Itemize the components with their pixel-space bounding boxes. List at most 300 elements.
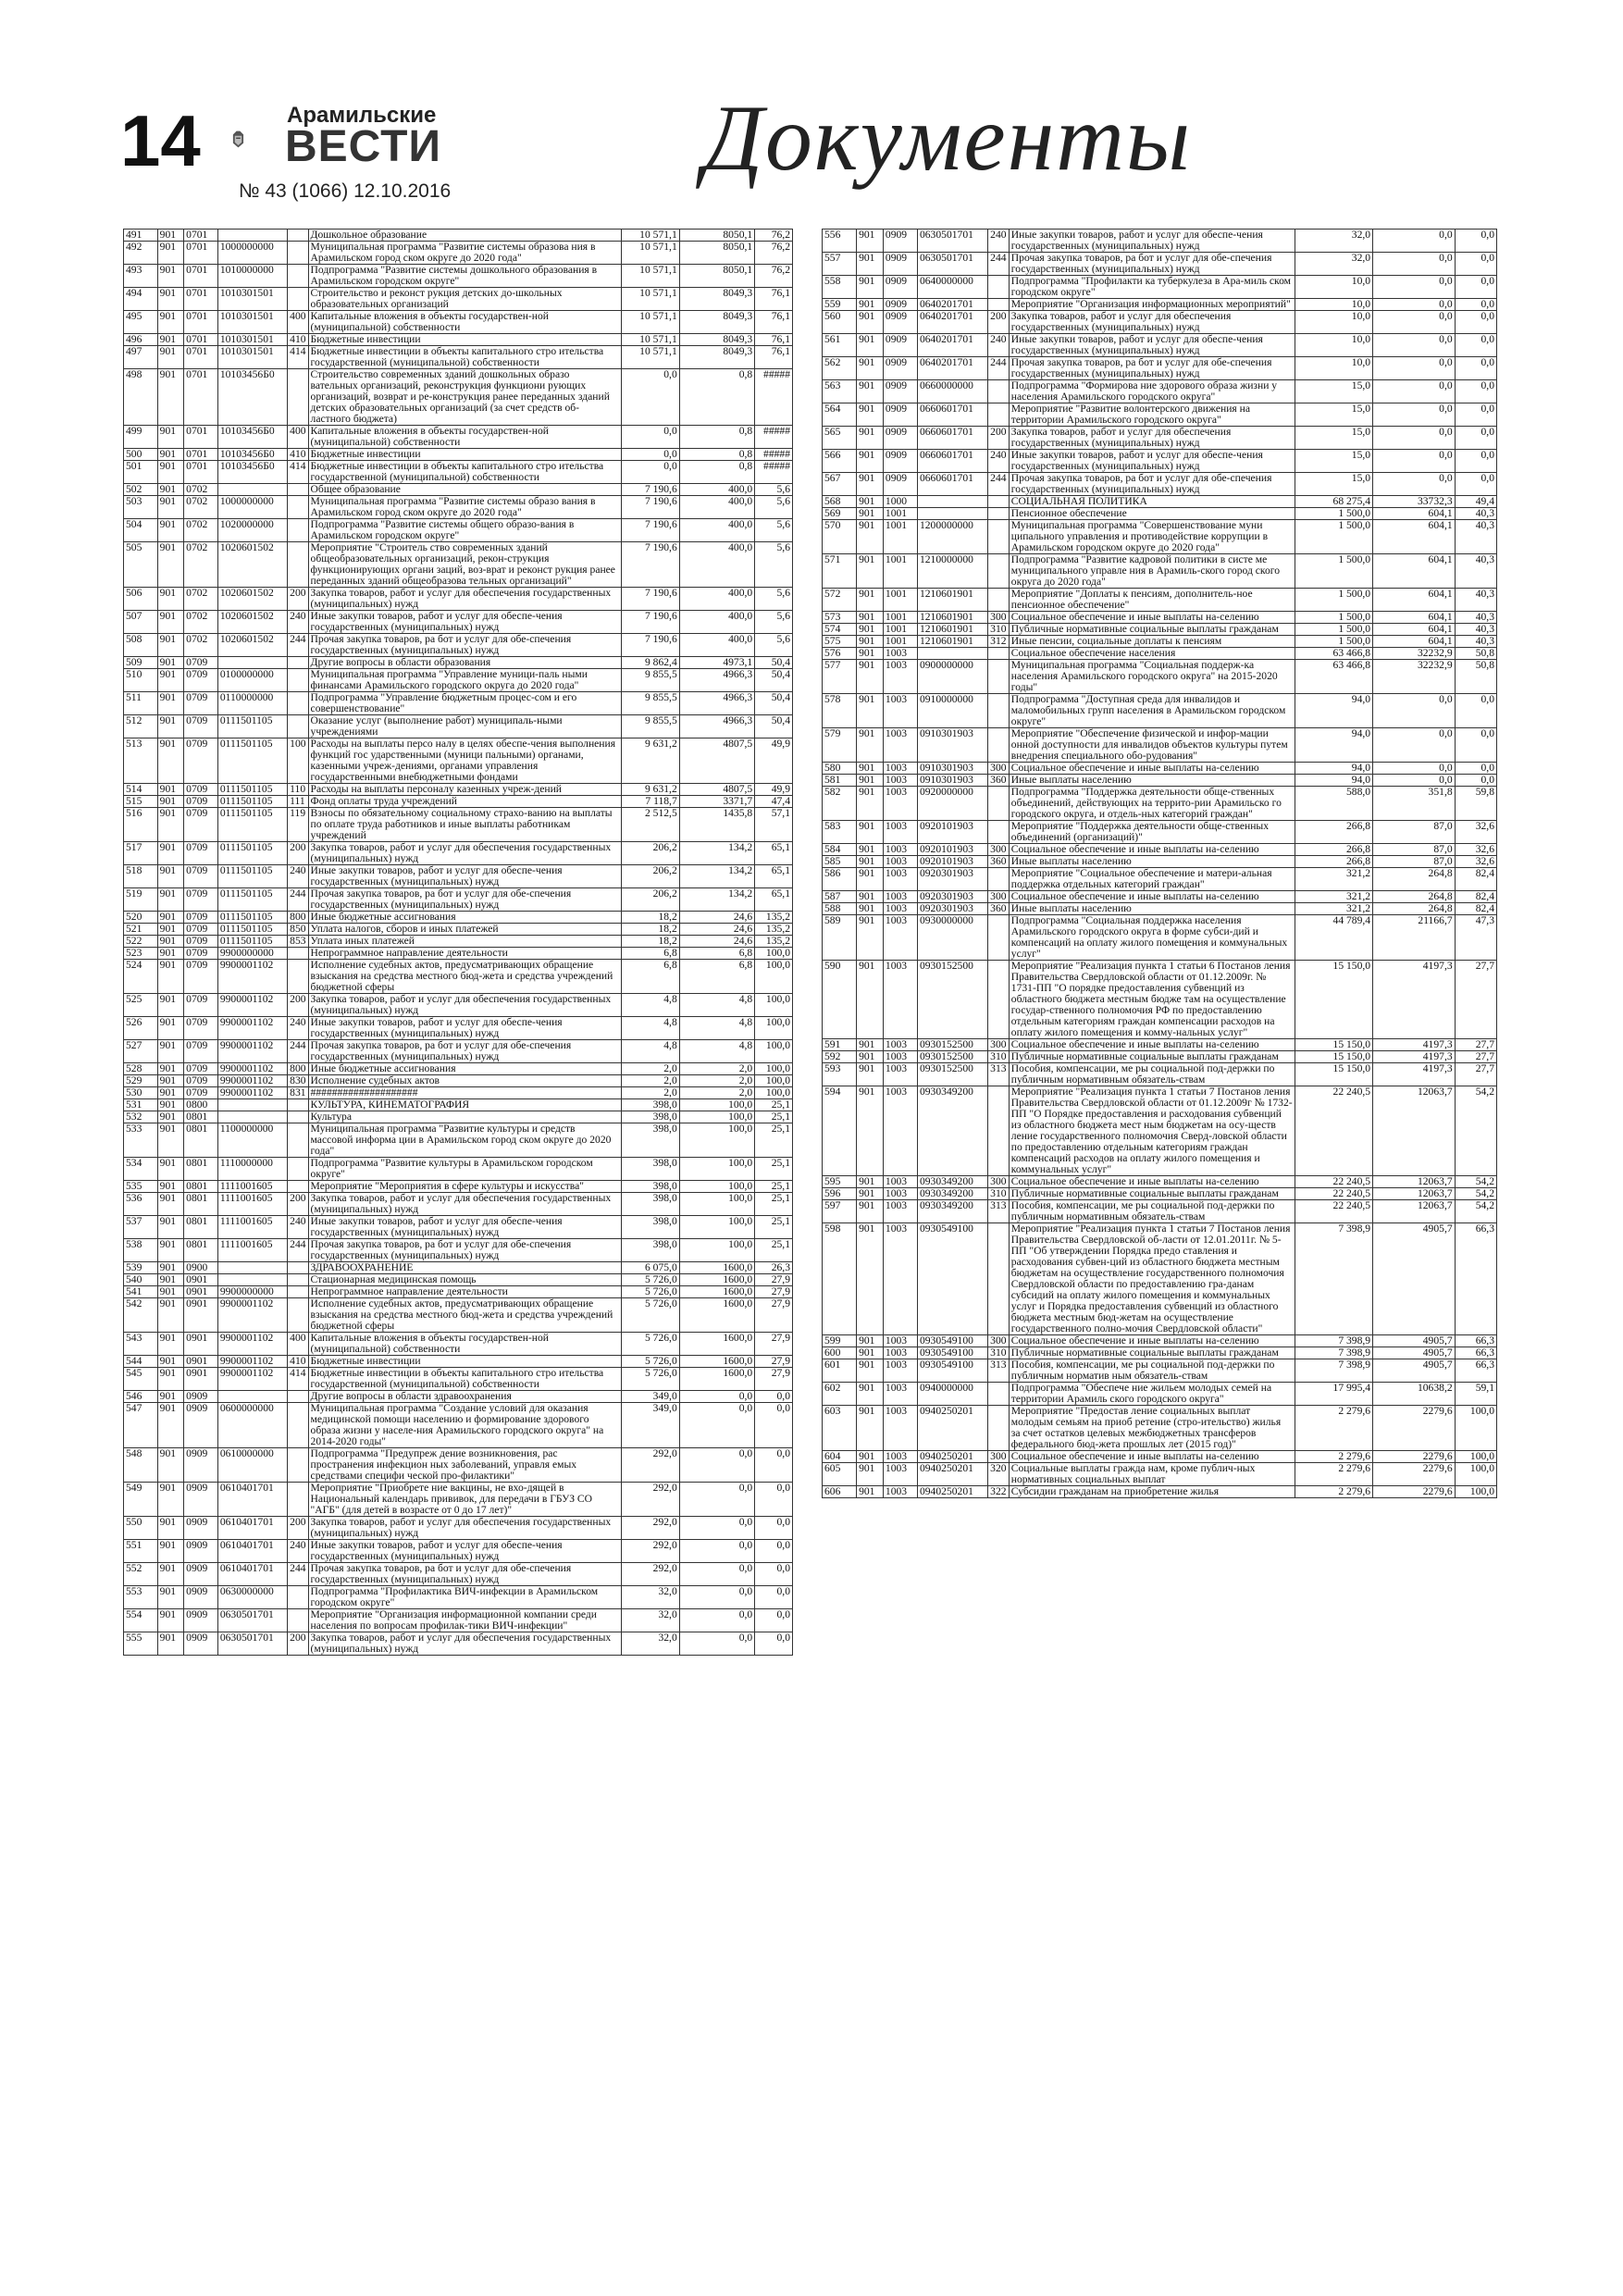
target-code: 1110000000 [217, 1158, 287, 1181]
plan-amount: 18,2 [621, 912, 679, 924]
actual-amount: 8049,3 [679, 311, 754, 334]
row-number: 590 [823, 961, 857, 1039]
row-number: 520 [124, 912, 158, 924]
row-number: 577 [823, 660, 857, 694]
percent: 0,0 [1455, 253, 1496, 276]
actual-amount: 400,0 [679, 542, 754, 588]
actual-amount: 0,0 [1373, 253, 1456, 276]
plan-amount: 22 240,5 [1295, 1200, 1372, 1223]
admin-code: 901 [157, 484, 184, 496]
percent: 0,0 [1455, 299, 1496, 311]
item-name: Социальные выплаты гражда нам, кроме публич-ных нормативных социальных выплат [1009, 1463, 1295, 1486]
table-row [823, 1451, 1497, 1463]
percent: 0,0 [1455, 694, 1496, 728]
admin-code: 901 [157, 669, 184, 692]
section-code: 0709 [184, 715, 218, 738]
row-number: 555 [124, 1632, 158, 1656]
item-name: Другие вопросы в области образования [308, 657, 621, 669]
section-code: 1003 [883, 1051, 917, 1063]
admin-code: 901 [857, 1176, 884, 1188]
row-number: 556 [823, 230, 857, 253]
row-number: 494 [124, 288, 158, 311]
item-name: Бюджетные инвестиции [308, 334, 621, 346]
table-row [124, 738, 793, 784]
row-number: 500 [124, 449, 158, 461]
percent: 100,0 [755, 948, 793, 960]
item-name: Иные бюджетные ассигнования [308, 1063, 621, 1075]
actual-amount: 2,0 [679, 1087, 754, 1099]
table-row [823, 903, 1497, 915]
admin-code: 901 [857, 1051, 884, 1063]
table-row [823, 1406, 1497, 1451]
target-code: 0920101903 [917, 856, 987, 868]
expense-type: 200 [288, 1193, 308, 1216]
table-row [823, 624, 1497, 636]
item-name: Иные закупки товаров, работ и услуг для обеспе-чения государственных (муниципальных) нужд [308, 611, 621, 634]
plan-amount: 10 571,1 [621, 346, 679, 369]
table-row [124, 426, 793, 449]
section-code: 0909 [184, 1403, 218, 1448]
percent: 49,9 [755, 738, 793, 784]
section-code: 1001 [883, 520, 917, 554]
percent: 49,9 [755, 784, 793, 796]
plan-amount: 9 631,2 [621, 738, 679, 784]
plan-amount: 7 190,6 [621, 542, 679, 588]
plan-amount: 63 466,8 [1295, 648, 1372, 660]
actual-amount: 0,0 [1373, 357, 1456, 380]
actual-amount: 0,0 [679, 1517, 754, 1540]
expense-type: 300 [988, 1335, 1010, 1347]
table-row [124, 334, 793, 346]
item-name: Муниципальная программа "Управление муници-паль ными финансами Арамильского городского округа до 2020 года" [308, 669, 621, 692]
actual-amount: 0,0 [1373, 775, 1456, 787]
target-code: 0111501105 [217, 808, 287, 842]
expense-type [288, 265, 308, 288]
section-code: 0709 [184, 936, 218, 948]
actual-amount: 134,2 [679, 865, 754, 888]
percent: 32,6 [1455, 844, 1496, 856]
plan-amount: 9 855,5 [621, 692, 679, 715]
target-code [217, 1111, 287, 1123]
item-name: Прочая закупка товаров, ра бот и услуг для обе-спечения государственных (муниципальных) нужд [1009, 473, 1295, 496]
plan-amount: 17 995,4 [1295, 1383, 1372, 1406]
section-code: 0709 [184, 738, 218, 784]
section-code: 1003 [883, 1451, 917, 1463]
target-code: 1111001605 [217, 1181, 287, 1193]
row-number: 561 [823, 334, 857, 357]
percent: ##### [755, 461, 793, 484]
section-code: 1003 [883, 1223, 917, 1335]
admin-code: 901 [857, 230, 884, 253]
section-code: 1003 [883, 1086, 917, 1176]
target-code: 0930549100 [917, 1359, 987, 1383]
section-code: 0901 [184, 1368, 218, 1391]
row-number: 530 [124, 1087, 158, 1099]
expense-type: 410 [288, 1356, 308, 1368]
expense-type: 322 [988, 1486, 1010, 1498]
percent: 100,0 [755, 994, 793, 1017]
admin-code: 901 [157, 738, 184, 784]
admin-code: 901 [157, 1403, 184, 1448]
percent: 100,0 [755, 1040, 793, 1063]
plan-amount: 1 500,0 [1295, 624, 1372, 636]
actual-amount: 6,8 [679, 948, 754, 960]
expense-type: 200 [988, 427, 1010, 450]
admin-code: 901 [157, 1609, 184, 1632]
target-code: 1111001605 [217, 1216, 287, 1239]
item-name: Мероприятие "Реализация пункта 1 статьи 7 Постанов ления Правительства Свердловской области от 01.12.2009г № 1732-ПП "О Порядке предоставления и расходования субвенций из областного бюджета мест ным бюджетам на осу-ществ ление государственного полномочия Сверд-ловской области по предоставлению отдельным категориям граждан компенсаций расходов на оплату жилого помещения и коммунальных услуг" [1009, 1086, 1295, 1176]
target-code: 0600000000 [217, 1403, 287, 1448]
table-row [124, 311, 793, 334]
actual-amount: 0,0 [1373, 380, 1456, 403]
table-row [823, 334, 1497, 357]
percent: 100,0 [1455, 1486, 1496, 1498]
item-name: Подпрограмма "Профилактика ВИЧ-инфекции в Арамильском городском округе" [308, 1586, 621, 1609]
expense-type [288, 242, 308, 265]
target-code: 1010301501 [217, 311, 287, 334]
admin-code: 901 [157, 542, 184, 588]
expense-type [988, 868, 1010, 891]
percent: 65,1 [755, 865, 793, 888]
section-code: 1003 [883, 763, 917, 775]
expense-type: 244 [288, 1040, 308, 1063]
row-number: 587 [823, 891, 857, 903]
row-number: 601 [823, 1359, 857, 1383]
percent: 25,1 [755, 1239, 793, 1262]
item-name: Муниципальная программа "Совершенствование муни ципального управления и противодействие коррупции в Арамильском городском округе до 2020 года" [1009, 520, 1295, 554]
target-code: 0111501105 [217, 784, 287, 796]
target-code: 0940250201 [917, 1463, 987, 1486]
section-code: 0709 [184, 1075, 218, 1087]
plan-amount: 10 571,1 [621, 242, 679, 265]
expense-type [988, 299, 1010, 311]
admin-code: 901 [857, 612, 884, 624]
expense-type: 360 [988, 856, 1010, 868]
target-code: 0920301903 [917, 891, 987, 903]
row-number: 546 [124, 1391, 158, 1403]
percent: 100,0 [755, 1087, 793, 1099]
percent: 50,4 [755, 669, 793, 692]
row-number: 522 [124, 936, 158, 948]
row-number: 541 [124, 1286, 158, 1298]
item-name: Публичные нормативные социальные выплаты гражданам [1009, 1051, 1295, 1063]
percent: 0,0 [1455, 403, 1496, 427]
admin-code: 901 [157, 1099, 184, 1111]
admin-code: 901 [857, 403, 884, 427]
target-code: 0110000000 [217, 692, 287, 715]
table-row [124, 1017, 793, 1040]
section-code: 0909 [883, 311, 917, 334]
admin-code: 901 [157, 1216, 184, 1239]
expense-type: 200 [288, 1632, 308, 1656]
expense-type: 119 [288, 808, 308, 842]
item-name: Прочая закупка товаров, ра бот и услуг для обе-спечения государственных (муниципальных) нужд [308, 634, 621, 657]
section-code: 0909 [883, 253, 917, 276]
actual-amount: 400,0 [679, 634, 754, 657]
percent: 0,0 [755, 1403, 793, 1448]
plan-amount: 206,2 [621, 888, 679, 912]
percent: 54,2 [1455, 1176, 1496, 1188]
row-number: 518 [124, 865, 158, 888]
section-code: 0909 [883, 427, 917, 450]
plan-amount: 349,0 [621, 1391, 679, 1403]
item-name: Социальное обеспечение и иные выплаты на-селению [1009, 844, 1295, 856]
table-row [823, 1188, 1497, 1200]
target-code: 0640000000 [917, 276, 987, 299]
plan-amount: 2,0 [621, 1075, 679, 1087]
admin-code: 901 [157, 1286, 184, 1298]
plan-amount: 7 398,9 [1295, 1347, 1372, 1359]
admin-code: 901 [157, 1075, 184, 1087]
row-number: 600 [823, 1347, 857, 1359]
actual-amount: 400,0 [679, 611, 754, 634]
item-name: Пособия, компенсации, ме ры социальной под-держки по публичным норматив ным обязатель-ствам [1009, 1359, 1295, 1383]
percent: 0,0 [1455, 311, 1496, 334]
item-name: Мероприятие "Организация информационной компании среди населения по вопросам профилак-тики ВИЧ-инфекции" [308, 1609, 621, 1632]
target-code: 1000000000 [217, 242, 287, 265]
percent: ##### [755, 449, 793, 461]
expense-type [288, 519, 308, 542]
plan-amount: 398,0 [621, 1111, 679, 1123]
percent: 25,1 [755, 1111, 793, 1123]
actual-amount: 6,8 [679, 960, 754, 994]
target-code: 0920301903 [917, 868, 987, 891]
item-name: Подпрограмма "Развитие системы общего образо-вания в Арамильском городском округе" [308, 519, 621, 542]
table-row [124, 1274, 793, 1286]
admin-code: 901 [857, 903, 884, 915]
plan-amount: 7 398,9 [1295, 1335, 1372, 1347]
percent: 0,0 [755, 1391, 793, 1403]
row-number: 544 [124, 1356, 158, 1368]
target-code: 0660000000 [917, 380, 987, 403]
table-row [823, 589, 1497, 612]
admin-code: 901 [857, 1359, 884, 1383]
table-row [823, 427, 1497, 450]
percent: 0,0 [755, 1448, 793, 1483]
actual-amount: 0,0 [679, 1403, 754, 1448]
plan-amount: 15,0 [1295, 403, 1372, 427]
plan-amount: 32,0 [621, 1609, 679, 1632]
item-name: Расходы на выплаты персо налу в целях обеспе-чения выполнения функций гос ударственными (муници пальными) органами, казенными учреж-дениями, органами управления государственными внебюджетными фондами [308, 738, 621, 784]
expense-type: 300 [988, 1039, 1010, 1051]
section-code: 1000 [883, 496, 917, 508]
item-name: Бюджетные инвестиции в объекты капитального стро ительства государственной (муниципальной) собственности [308, 461, 621, 484]
plan-amount: 7 190,6 [621, 611, 679, 634]
plan-amount: 10,0 [1295, 276, 1372, 299]
section-code: 1003 [883, 694, 917, 728]
admin-code: 901 [857, 961, 884, 1039]
actual-amount: 24,6 [679, 924, 754, 936]
section-code: 1001 [883, 554, 917, 589]
row-number: 579 [823, 728, 857, 763]
percent: 66,3 [1455, 1359, 1496, 1383]
percent: 25,1 [755, 1193, 793, 1216]
section-code: 0909 [883, 276, 917, 299]
actual-amount: 2279,6 [1373, 1451, 1456, 1463]
expense-type [288, 230, 308, 242]
target-code: 10103456Б0 [217, 426, 287, 449]
row-number: 499 [124, 426, 158, 449]
percent: 59,8 [1455, 787, 1496, 821]
percent: 40,3 [1455, 520, 1496, 554]
admin-code: 901 [857, 1063, 884, 1086]
target-code: 1200000000 [917, 520, 987, 554]
target-code: 0930152500 [917, 1063, 987, 1086]
percent: 0,0 [1455, 728, 1496, 763]
admin-code: 901 [857, 496, 884, 508]
plan-amount: 292,0 [621, 1563, 679, 1586]
table-row [823, 554, 1497, 589]
target-code: 0610401701 [217, 1483, 287, 1517]
item-name: Исполнение судебных актов [308, 1075, 621, 1087]
actual-amount: 0,0 [1373, 450, 1456, 473]
expense-type [288, 960, 308, 994]
percent: 50,4 [755, 692, 793, 715]
table-row [823, 1486, 1497, 1498]
admin-code: 901 [857, 775, 884, 787]
item-name: Мероприятие "Развитие волонтерского движения на территории Арамильского городского округа" [1009, 403, 1295, 427]
item-name: Социальное обеспечение и иные выплаты на-селению [1009, 763, 1295, 775]
expense-type: 240 [988, 334, 1010, 357]
plan-amount: 266,8 [1295, 844, 1372, 856]
target-code: 0910301903 [917, 775, 987, 787]
table-row [823, 821, 1497, 844]
actual-amount: 8050,1 [679, 242, 754, 265]
row-number: 570 [823, 520, 857, 554]
target-code: 0630501701 [917, 253, 987, 276]
expense-type: 200 [288, 1517, 308, 1540]
actual-amount: 4905,7 [1373, 1359, 1456, 1383]
target-code: 9900001102 [217, 1040, 287, 1063]
row-number: 497 [124, 346, 158, 369]
admin-code: 901 [157, 994, 184, 1017]
actual-amount: 0,0 [1373, 763, 1456, 775]
plan-amount: 398,0 [621, 1216, 679, 1239]
table-row [823, 787, 1497, 821]
admin-code: 901 [157, 1356, 184, 1368]
row-number: 595 [823, 1176, 857, 1188]
table-row [823, 496, 1497, 508]
percent: 25,1 [755, 1216, 793, 1239]
actual-amount: 12063,7 [1373, 1200, 1456, 1223]
percent: 40,3 [1455, 554, 1496, 589]
expense-type [288, 1391, 308, 1403]
target-code: 0930549100 [917, 1347, 987, 1359]
row-number: 545 [124, 1368, 158, 1391]
table-row [823, 856, 1497, 868]
actual-amount: 87,0 [1373, 821, 1456, 844]
item-name: Публичные нормативные социальные выплаты гражданам [1009, 1188, 1295, 1200]
section-code: 0909 [184, 1586, 218, 1609]
target-code: 0630501701 [217, 1632, 287, 1656]
plan-amount: 6,8 [621, 960, 679, 994]
table-row [124, 1087, 793, 1099]
section-code: 0801 [184, 1239, 218, 1262]
section-code: 1003 [883, 1188, 917, 1200]
item-name: Мероприятие "Предостав ление социальных выплат молодым семьям на приоб ретение (стро-ительство) жилья за счет остатков целевых межбюджетных трансферов федерального бюд-жета прошлых лет (2015 год)" [1009, 1406, 1295, 1451]
target-code: 1020601502 [217, 611, 287, 634]
row-number: 583 [823, 821, 857, 844]
actual-amount: 21166,7 [1373, 915, 1456, 961]
admin-code: 901 [857, 554, 884, 589]
row-number: 575 [823, 636, 857, 648]
plan-amount: 10 571,1 [621, 288, 679, 311]
section-code: 0709 [184, 669, 218, 692]
item-name: Закупка товаров, работ и услуг для обеспечения государственных (муниципальных) нужд [308, 994, 621, 1017]
expense-type: 300 [988, 763, 1010, 775]
plan-amount: 1 500,0 [1295, 520, 1372, 554]
target-code: 0111501105 [217, 924, 287, 936]
plan-amount: 7 190,6 [621, 496, 679, 519]
plan-amount: 15 150,0 [1295, 1063, 1372, 1086]
percent: 27,7 [1455, 1039, 1496, 1051]
actual-amount: 4905,7 [1373, 1347, 1456, 1359]
plan-amount: 7 190,6 [621, 519, 679, 542]
percent: 0,0 [1455, 775, 1496, 787]
expense-type [988, 1223, 1010, 1335]
item-name: #################### [308, 1087, 621, 1099]
admin-code: 901 [857, 648, 884, 660]
target-code: 10103456Б0 [217, 461, 287, 484]
row-number: 569 [823, 508, 857, 520]
item-name: Уплата налогов, сборов и иных платежей [308, 924, 621, 936]
percent: 54,2 [1455, 1188, 1496, 1200]
admin-code: 901 [857, 1039, 884, 1051]
plan-amount: 7 190,6 [621, 634, 679, 657]
row-number: 563 [823, 380, 857, 403]
actual-amount: 1600,0 [679, 1286, 754, 1298]
actual-amount: 604,1 [1373, 520, 1456, 554]
actual-amount: 4966,3 [679, 669, 754, 692]
plan-amount: 292,0 [621, 1448, 679, 1483]
expense-type [988, 1383, 1010, 1406]
actual-amount: 4973,1 [679, 657, 754, 669]
percent: 54,2 [1455, 1200, 1496, 1223]
actual-amount: 0,0 [1373, 334, 1456, 357]
row-number: 502 [124, 484, 158, 496]
row-number: 493 [124, 265, 158, 288]
actual-amount: 0,0 [679, 1632, 754, 1656]
plan-amount: 10,0 [1295, 311, 1372, 334]
table-row [124, 1333, 793, 1356]
expense-type: 310 [988, 1051, 1010, 1063]
percent: 0,0 [755, 1483, 793, 1517]
target-code: 0610401701 [217, 1563, 287, 1586]
target-code [917, 508, 987, 520]
plan-amount: 4,8 [621, 994, 679, 1017]
table-row [124, 611, 793, 634]
table-row [124, 1517, 793, 1540]
section-code: 0901 [184, 1274, 218, 1286]
section-code: 1003 [883, 660, 917, 694]
table-row [124, 912, 793, 924]
row-number: 517 [124, 842, 158, 865]
item-name: Непрограммное направление деятельности [308, 948, 621, 960]
percent: ##### [755, 426, 793, 449]
section-code: 1003 [883, 1039, 917, 1051]
target-code [217, 657, 287, 669]
plan-amount: 32,0 [1295, 230, 1372, 253]
table-row [823, 1200, 1497, 1223]
expense-type [288, 1448, 308, 1483]
target-code: 9900000000 [217, 1286, 287, 1298]
admin-code: 901 [157, 1181, 184, 1193]
percent: 76,1 [755, 288, 793, 311]
expense-type [288, 1483, 308, 1517]
actual-amount: 400,0 [679, 496, 754, 519]
admin-code: 901 [157, 1632, 184, 1656]
row-number: 557 [823, 253, 857, 276]
